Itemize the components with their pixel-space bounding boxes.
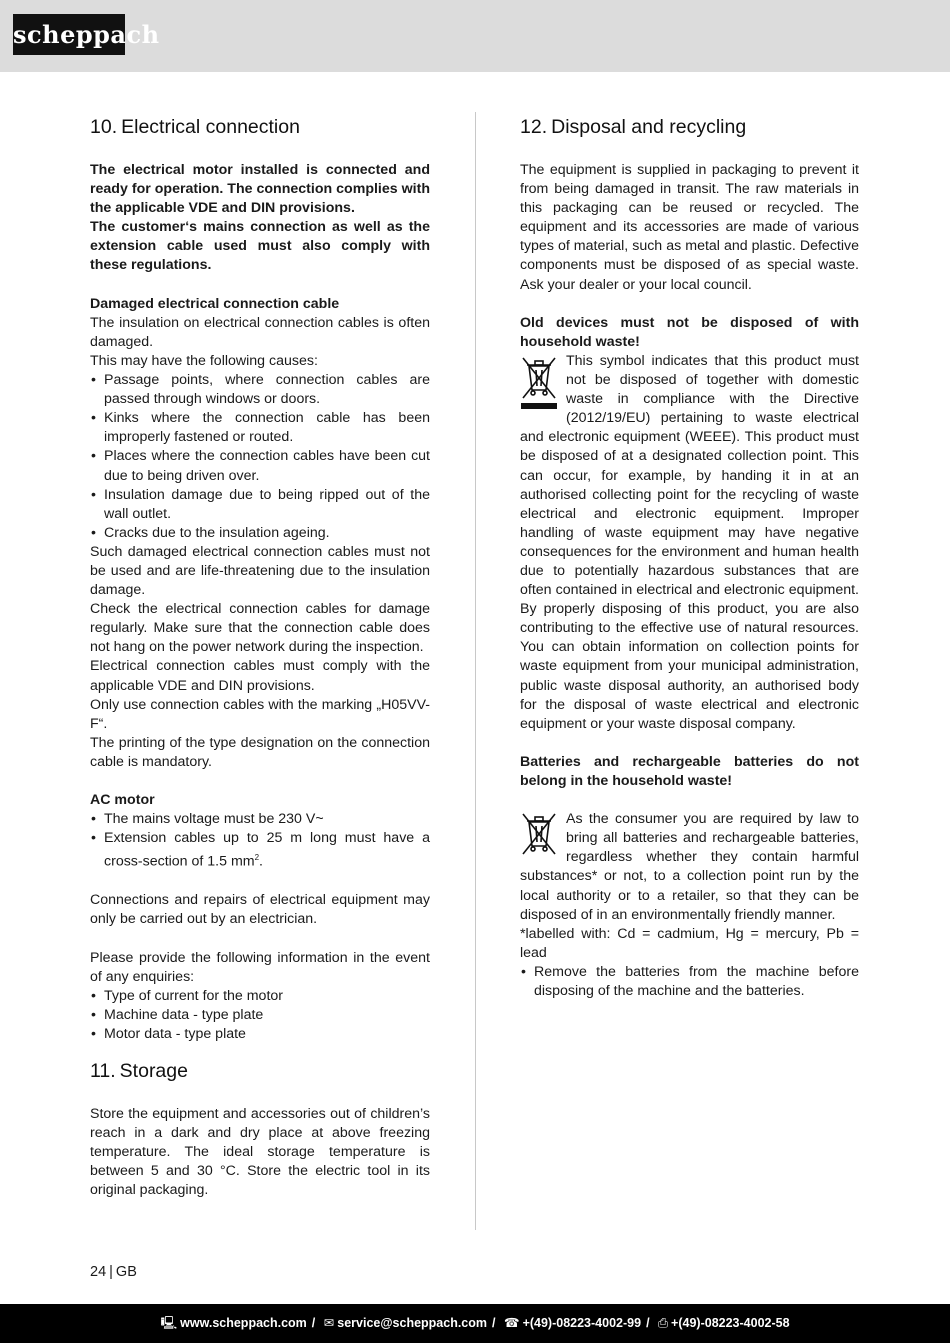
paragraph: This may have the following causes: [90, 352, 318, 369]
paragraph: The printing of the type designation on the connection cable is mandatory. [90, 734, 430, 770]
weee-block [520, 352, 859, 734]
batteries-list [520, 963, 859, 1001]
mail-icon: ✉ [323, 1316, 335, 1330]
list-item: • Places where the connection cables have been cut due to being driven over. [90, 447, 430, 485]
paragraph: Only use connection cables with the marking „H05VV-F“. [90, 696, 430, 732]
section-number: 10. [90, 116, 118, 138]
section-title: Storage [119, 1060, 188, 1083]
subheading-old-devices: Old devices must not be disposed of with household waste! [520, 314, 859, 350]
phone-icon: ☎ [503, 1316, 520, 1330]
column-divider [475, 112, 476, 1230]
list-item: • Kinks where the connection cable has been improperly fastened or routed. [90, 409, 430, 447]
footer-contact-bar: 🖳 www.scheppach.com / ✉ service@scheppach.com / ☎ +(49)-08223-4002-99 / ⎙ +(49)-08223-4002-58 [0, 1304, 950, 1343]
paragraph: As the consumer you are required by law to bring all batteries and rechargeable batteries, regardless whether they contain harmful substances* or not, to a collection point run by the local authority or to a retailer, so that they can be disposed of in an environmentally friendly manner. [520, 811, 859, 923]
section-title: Disposal and recycling [551, 116, 747, 138]
paragraph: Check the electrical connection cables for damage regularly. Make sure that the connection cable does not hang on the power network during the inspection. [90, 601, 430, 656]
list-item: • Machine data - type plate [90, 1006, 430, 1025]
paragraph: Please provide the following information in the event of any enquiries: [90, 949, 430, 985]
crossed-bin-icon [520, 354, 558, 410]
paragraph: *labelled with: Cd = cadmium, Hg = mercury, Pb = lead [520, 925, 859, 961]
enquiry-list [90, 987, 430, 1044]
computer-icon: 🖳 [160, 1316, 178, 1330]
list-item: • Cracks due to the insulation ageing. [90, 524, 430, 543]
subheading-damaged-cable: Damaged electrical connection cable [90, 295, 340, 312]
section-11-heading [90, 1058, 430, 1084]
crossed-bin-icon [520, 812, 558, 856]
intro-paragraph: The electrical motor installed is connected and ready for operation. The connection complies with the applicable VDE and DIN provisions. [90, 162, 430, 217]
section-number: 12. [520, 116, 548, 138]
footer-phone: +(49)-08223-4002-99 [522, 1316, 642, 1330]
causes-list [90, 371, 430, 543]
subheading-ac-motor: AC motor [90, 792, 155, 809]
list-item: • Motor data - type plate [90, 1025, 430, 1044]
footer-fax: +(49)-08223-4002-58 [671, 1316, 790, 1330]
footer-email[interactable]: service@scheppach.com [337, 1316, 488, 1330]
paragraph: Store the equipment and accessories out of children’s reach in a dark and dry place at above freezing temperature. The ideal storage temperature is between 5 and 30 °C. Store the electric tool in its original packaging. [90, 1106, 430, 1199]
paragraph: The equipment is supplied in packaging to prevent it from being damaged in transit. The raw materials in this packaging can be reused or recycled. The equipment and its accessories are made of various types of material, such as metal and plastic. Defective components must be disposed of as special waste. Ask your dealer or your local council. [520, 162, 859, 293]
list-item: • The mains voltage must be 230 V~ [90, 810, 430, 829]
fax-icon: ⎙ [658, 1316, 669, 1330]
list-item: • Type of current for the motor [90, 987, 430, 1006]
paragraph: Electrical connection cables must comply with the applicable VDE and DIN provisions. [90, 658, 430, 694]
section-12-heading [520, 114, 859, 140]
right-column [520, 114, 859, 1001]
section-number: 11. [90, 1060, 116, 1083]
list-item: • Passage points, where connection cables are passed through windows or doors. [90, 371, 430, 409]
list-item: • Insulation damage due to being ripped out of the wall outlet. [90, 486, 430, 524]
battery-block [520, 810, 859, 925]
left-column [90, 114, 430, 1201]
paragraph: This symbol indicates that this product must not be disposed of together with domestic waste in compliance with the Directive (2012/19/EU) pertaining to waste electrical and electronic equipment (WEEE). This product must be disposed of at a designated collection point. This can occur, for example, by handing it in at an authorised collecting point for the recycling of waste electrical and electronic equipment. Improper handling of waste equipment may have negative consequences for the environment and human health due to potentially hazardous substances that are often contained in electrical and electronic equipment. By properly disposing of this product, you are also contributing to the effective use of natural resources. You can obtain information on collection points for waste equipment from your municipal administration, public waste disposal authority, an authorised body for the disposal of waste electrical and electronic equipment or your waste disposal company. [520, 352, 859, 732]
brand-logo: scheppach [13, 14, 125, 55]
section-10-heading [90, 114, 430, 140]
list-item: • Remove the batteries from the machine before disposing of the machine and the batteries. [520, 963, 859, 1001]
subheading-batteries: Batteries and rechargeable batteries do not belong in the household waste! [520, 753, 859, 789]
page-number: 24 | GB [90, 1264, 137, 1280]
ac-motor-list [90, 810, 430, 872]
intro-paragraph: The customer‘s mains connection as well as the extension cable used must also comply with these regulations. [90, 219, 430, 274]
section-title: Electrical connection [121, 116, 300, 138]
paragraph: Connections and repairs of electrical equipment may only be carried out by an electrician. [90, 892, 430, 928]
paragraph: The insulation on electrical connection cables is often damaged. [90, 314, 430, 350]
footer-website[interactable]: www.scheppach.com [180, 1316, 307, 1330]
header-band [0, 0, 950, 72]
list-item: • Extension cables up to 25 m long must have a cross-section of 1.5 $mm^2$. [90, 829, 430, 872]
paragraph: Such damaged electrical connection cables must not be used and are life-threatening due to the insulation damage. [90, 543, 430, 599]
